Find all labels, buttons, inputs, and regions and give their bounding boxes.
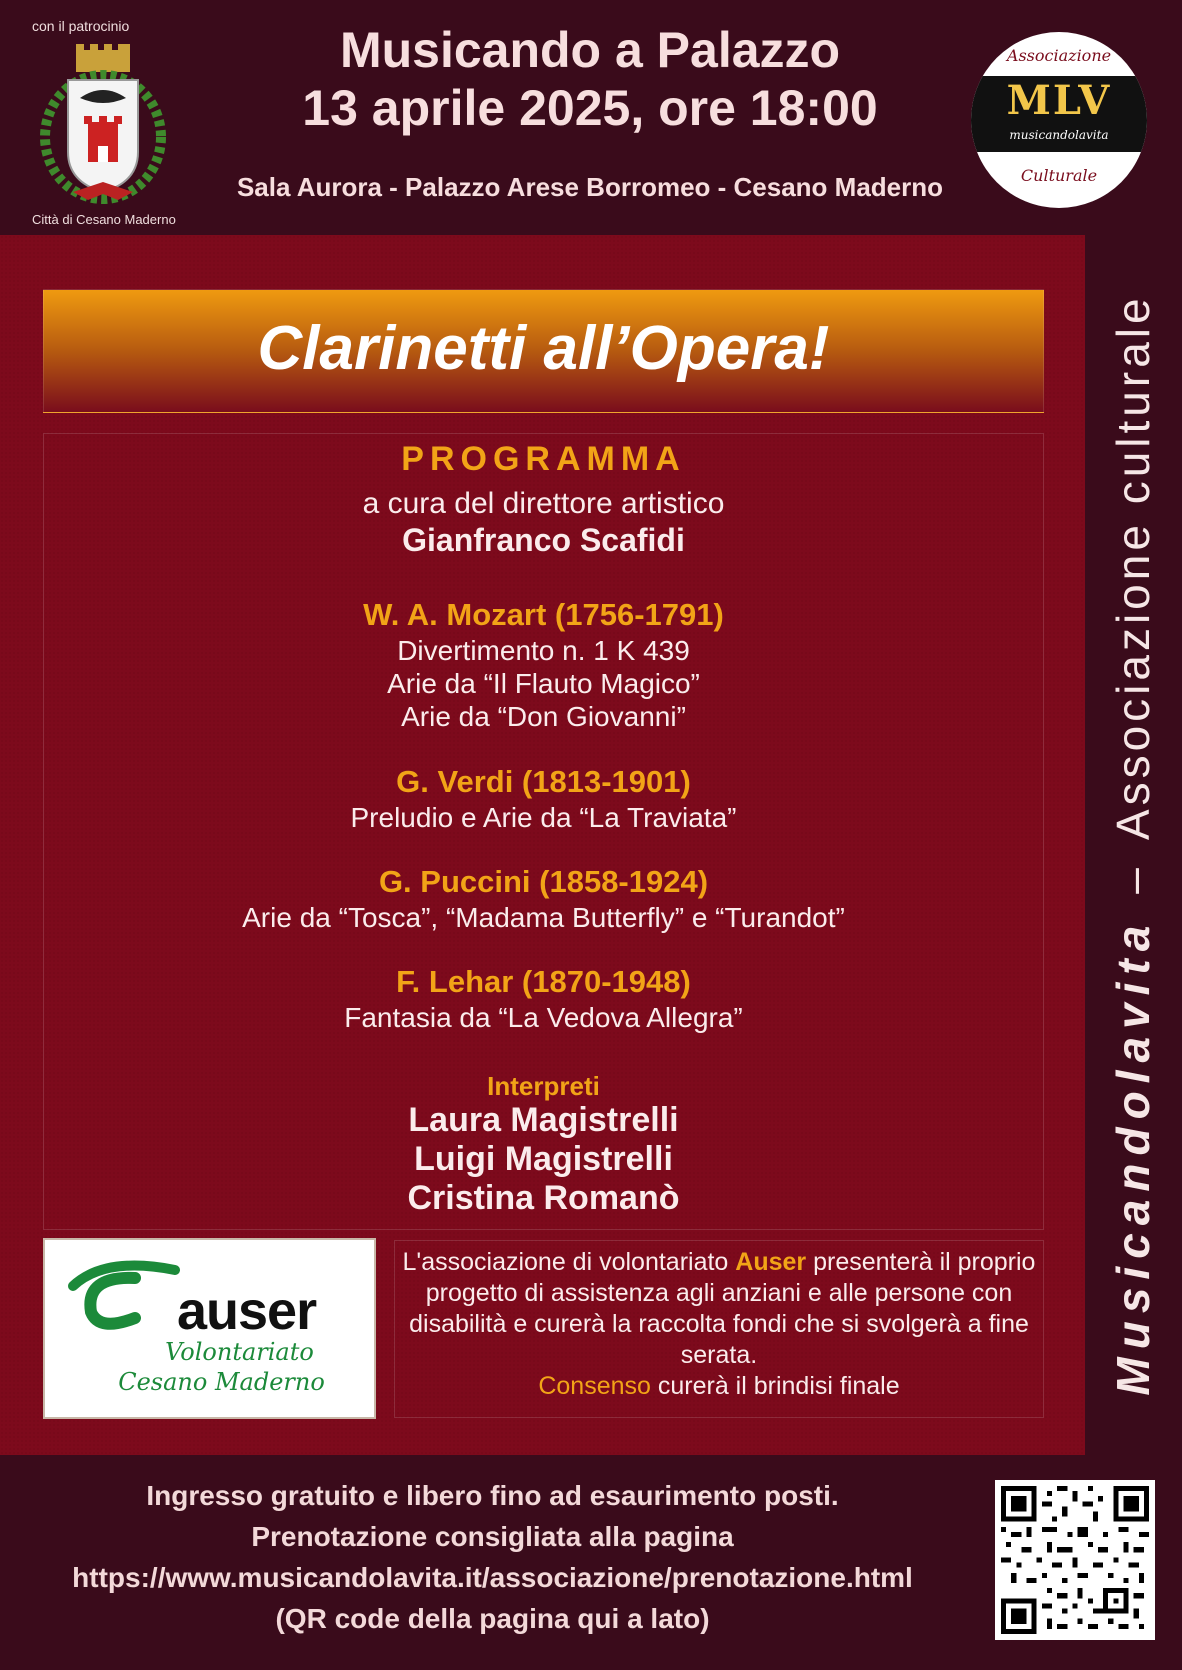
- auser-name: Auser: [735, 1248, 807, 1276]
- auser-swoosh-icon: [65, 1256, 185, 1336]
- footer-booking-info: Prenotazione consigliata alla pagina: [251, 1521, 734, 1552]
- auser-text-part: presenterà il proprio progetto di assistenza agli anziani e alle persone con disabilità e curerà la raccolta fondi che si svolgerà a fine serata.: [409, 1248, 1036, 1369]
- auser-logo-word: auser: [177, 1281, 317, 1341]
- logo-letters: MLV: [1006, 77, 1112, 124]
- venue: Sala Aurora - Palazzo Arese Borromeo - Cesano Maderno: [236, 172, 944, 202]
- curator-name: Gianfranco Scafidi: [402, 522, 685, 558]
- program-label: PROGRAMMA: [401, 440, 686, 478]
- consenso-text: curerà il brindisi finale: [650, 1372, 900, 1400]
- concert-title: Clarinetti all’Opera!: [257, 314, 830, 383]
- logo-top-text: Associazione: [1006, 46, 1112, 65]
- work-item: Preludio e Arie da “La Traviata”: [350, 802, 737, 833]
- footer-booking-link[interactable]: https://www.musicandolavita.it/associazione/prenotazione.html: [72, 1562, 913, 1593]
- event-date: 13 aprile 2025, ore 18:00: [302, 80, 878, 136]
- composer-puccini: G. Puccini (1858-1924): [378, 864, 709, 899]
- performer: Laura Magistrelli: [408, 1101, 679, 1139]
- event-title: Musicando a Palazzo: [339, 22, 841, 78]
- composer-mozart: W. A. Mozart (1756-1791): [363, 597, 724, 632]
- auser-logo: [43, 1238, 376, 1419]
- consenso-name: Consenso: [538, 1372, 651, 1400]
- side-brand: Musicandolavita: [1107, 917, 1159, 1396]
- work-item: Arie da “Il Flauto Magico”: [387, 668, 700, 699]
- work-item: Divertimento n. 1 K 439: [397, 635, 690, 666]
- curator-line: a cura del direttore artistico: [362, 487, 725, 520]
- auser-logo-city: Cesano Maderno: [118, 1368, 325, 1396]
- logo-tagline: musicandolavita: [1009, 128, 1109, 142]
- logo-bottom-text: Culturale: [1020, 166, 1098, 185]
- side-vertical-text: [1106, 294, 1160, 1395]
- patronage-label: con il patrocinio: [32, 18, 130, 34]
- mlv-logo: [971, 32, 1147, 208]
- composer-verdi: G. Verdi (1813-1901): [396, 764, 691, 799]
- performers-label: Interpreti: [487, 1071, 600, 1101]
- qr-code-icon[interactable]: [995, 1480, 1155, 1640]
- work-item: Arie da “Tosca”, “Madama Butterfly” e “Turandot”: [242, 902, 845, 933]
- performer: Cristina Romanò: [407, 1179, 680, 1217]
- concert-title-banner: [43, 289, 1044, 413]
- side-separator: –: [1107, 864, 1159, 894]
- auser-logo-subtitle: Volontariato: [165, 1338, 314, 1366]
- crest-caption: Città di Cesano Maderno: [32, 212, 176, 227]
- side-label: Associazione culturale: [1107, 294, 1159, 841]
- performer: Luigi Magistrelli: [414, 1140, 673, 1178]
- work-item: Arie da “Don Giovanni”: [401, 701, 686, 732]
- footer-qr-hint: (QR code della pagina qui a lato): [275, 1603, 710, 1634]
- composer-lehar: F. Lehar (1870-1948): [396, 964, 691, 999]
- city-crest-icon: [38, 42, 168, 208]
- auser-text-part: L'associazione di volontariato: [402, 1248, 736, 1276]
- footer-entry-info: Ingresso gratuito e libero fino ad esaurimento posti.: [146, 1480, 839, 1511]
- work-item: Fantasia da “La Vedova Allegra”: [344, 1002, 743, 1033]
- auser-description: [394, 1240, 1044, 1418]
